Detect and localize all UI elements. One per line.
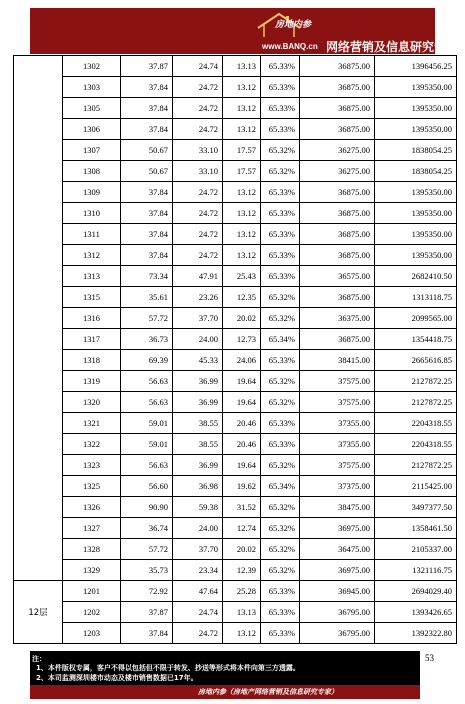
area-shared-cell: 13.12 (223, 77, 261, 98)
total-price-cell: 1395350.00 (375, 182, 457, 203)
unit-number-cell: 1202 (63, 602, 121, 623)
usage-rate-cell: 65.33% (261, 434, 300, 455)
area-inner-cell: 24.72 (173, 224, 223, 245)
area-inner-cell: 24.72 (173, 119, 223, 140)
area-total-cell: 37.84 (121, 98, 173, 119)
usage-rate-cell: 65.32% (261, 392, 300, 413)
unit-number-cell: 1312 (63, 245, 121, 266)
unit-price-cell: 36975.00 (300, 560, 375, 581)
area-shared-cell: 24.06 (223, 350, 261, 371)
area-shared-cell: 13.12 (223, 119, 261, 140)
unit-price-cell: 37355.00 (300, 434, 375, 455)
usage-rate-cell: 65.32% (261, 161, 300, 182)
total-price-cell: 2682410.50 (375, 266, 457, 287)
area-total-cell: 90.90 (121, 497, 173, 518)
total-price-cell: 2127872.25 (375, 371, 457, 392)
usage-rate-cell: 65.32% (261, 497, 300, 518)
total-price-cell: 1396456.25 (375, 56, 457, 77)
area-shared-cell: 17.57 (223, 140, 261, 161)
unit-number-cell: 1318 (63, 350, 121, 371)
unit-number-cell: 1313 (63, 266, 121, 287)
table-row (14, 245, 457, 266)
unit-price-cell: 36875.00 (300, 224, 375, 245)
unit-price-cell: 36875.00 (300, 119, 375, 140)
usage-rate-cell: 65.33% (261, 413, 300, 434)
unit-number-cell: 1201 (63, 581, 121, 602)
usage-rate-cell: 65.33% (261, 245, 300, 266)
unit-number-cell: 1316 (63, 308, 121, 329)
table-row (14, 350, 457, 371)
area-shared-cell: 13.12 (223, 182, 261, 203)
usage-rate-cell: 65.33% (261, 77, 300, 98)
total-price-cell: 1395350.00 (375, 98, 457, 119)
unit-number-cell: 1321 (63, 413, 121, 434)
area-shared-cell: 19.62 (223, 476, 261, 497)
area-total-cell: 56.63 (121, 371, 173, 392)
area-shared-cell: 13.12 (223, 224, 261, 245)
area-inner-cell: 24.72 (173, 623, 223, 644)
total-price-cell: 1358461.50 (375, 518, 457, 539)
unit-price-cell: 36875.00 (300, 329, 375, 350)
unit-number-cell: 1310 (63, 203, 121, 224)
units-price-table (13, 55, 457, 644)
floor-label-cell: 12层 (14, 581, 63, 644)
total-price-cell: 1838054.25 (375, 140, 457, 161)
unit-price-cell: 36275.00 (300, 140, 375, 161)
area-inner-cell: 24.72 (173, 182, 223, 203)
table-row (14, 581, 457, 602)
usage-rate-cell: 65.32% (261, 371, 300, 392)
total-price-cell: 1392322.80 (375, 623, 457, 644)
unit-price-cell: 37575.00 (300, 392, 375, 413)
area-shared-cell: 12.35 (223, 287, 261, 308)
area-total-cell: 37.84 (121, 77, 173, 98)
unit-price-cell: 36875.00 (300, 182, 375, 203)
table-row (14, 371, 457, 392)
usage-rate-cell: 65.34% (261, 329, 300, 350)
usage-rate-cell: 65.33% (261, 98, 300, 119)
total-price-cell: 1354418.75 (375, 329, 457, 350)
area-total-cell: 73.34 (121, 266, 173, 287)
total-price-cell: 1395350.00 (375, 203, 457, 224)
usage-rate-cell: 65.33% (261, 350, 300, 371)
unit-number-cell: 1322 (63, 434, 121, 455)
usage-rate-cell: 65.33% (261, 266, 300, 287)
unit-number-cell: 1308 (63, 161, 121, 182)
logo-text: 房地内参 (275, 20, 312, 30)
area-shared-cell: 25.28 (223, 581, 261, 602)
footer-notes (30, 651, 420, 699)
area-total-cell: 37.84 (121, 623, 173, 644)
area-inner-cell: 23.26 (173, 287, 223, 308)
area-shared-cell: 13.12 (223, 203, 261, 224)
area-inner-cell: 24.72 (173, 98, 223, 119)
table-row (14, 266, 457, 287)
area-inner-cell: 36.99 (173, 371, 223, 392)
unit-number-cell: 1326 (63, 497, 121, 518)
table-row (14, 287, 457, 308)
table-row (14, 476, 457, 497)
area-total-cell: 35.73 (121, 560, 173, 581)
area-total-cell: 37.84 (121, 224, 173, 245)
org-slogan: 网络营销及信息研究专家 (326, 40, 459, 54)
unit-number-cell: 1307 (63, 140, 121, 161)
usage-rate-cell: 65.33% (261, 182, 300, 203)
area-total-cell: 37.84 (121, 203, 173, 224)
usage-rate-cell: 65.32% (261, 140, 300, 161)
area-inner-cell: 23.34 (173, 560, 223, 581)
table-row (14, 623, 457, 644)
area-inner-cell: 38.55 (173, 413, 223, 434)
area-shared-cell: 13.12 (223, 98, 261, 119)
unit-price-cell: 36875.00 (300, 56, 375, 77)
unit-price-cell: 36875.00 (300, 98, 375, 119)
area-inner-cell: 33.10 (173, 161, 223, 182)
unit-price-cell: 36975.00 (300, 518, 375, 539)
area-shared-cell: 12.39 (223, 560, 261, 581)
area-total-cell: 37.84 (121, 245, 173, 266)
table-row (14, 455, 457, 476)
header-banner (30, 8, 459, 54)
area-shared-cell: 13.12 (223, 623, 261, 644)
area-inner-cell: 59.38 (173, 497, 223, 518)
total-price-cell: 2099565.00 (375, 308, 457, 329)
area-inner-cell: 36.98 (173, 476, 223, 497)
unit-number-cell: 1329 (63, 560, 121, 581)
area-inner-cell: 37.70 (173, 539, 223, 560)
area-inner-cell: 24.00 (173, 518, 223, 539)
usage-rate-cell: 65.33% (261, 602, 300, 623)
table-row (14, 182, 457, 203)
table-row (14, 434, 457, 455)
unit-price-cell: 36875.00 (300, 245, 375, 266)
area-shared-cell: 12.74 (223, 518, 261, 539)
area-total-cell: 35.61 (121, 287, 173, 308)
area-total-cell: 37.87 (121, 56, 173, 77)
area-shared-cell: 12.73 (223, 329, 261, 350)
table-row (14, 329, 457, 350)
table-body (14, 56, 457, 644)
area-total-cell: 37.84 (121, 119, 173, 140)
usage-rate-cell: 65.32% (261, 518, 300, 539)
unit-number-cell: 1305 (63, 98, 121, 119)
total-price-cell: 1395350.00 (375, 119, 457, 140)
unit-number-cell: 1320 (63, 392, 121, 413)
table-row (14, 413, 457, 434)
unit-price-cell: 36275.00 (300, 161, 375, 182)
total-price-cell: 2127872.25 (375, 455, 457, 476)
table-row (14, 392, 457, 413)
area-shared-cell: 25.43 (223, 266, 261, 287)
area-shared-cell: 20.46 (223, 413, 261, 434)
area-total-cell: 36.74 (121, 518, 173, 539)
unit-number-cell: 1319 (63, 371, 121, 392)
footer-bar (30, 685, 420, 699)
unit-price-cell: 37575.00 (300, 371, 375, 392)
area-inner-cell: 37.70 (173, 308, 223, 329)
unit-price-cell: 36875.00 (300, 287, 375, 308)
unit-number-cell: 1309 (63, 182, 121, 203)
area-shared-cell: 13.13 (223, 56, 261, 77)
usage-rate-cell: 65.32% (261, 539, 300, 560)
unit-price-cell: 38415.00 (300, 350, 375, 371)
note-monitoring: 2、本司监测深圳楼市动态及楼市销售数据已17年。 (36, 674, 198, 682)
table-row (14, 497, 457, 518)
area-total-cell: 69.39 (121, 350, 173, 371)
total-price-cell: 2694029.40 (375, 581, 457, 602)
table-row (14, 224, 457, 245)
area-total-cell: 72.92 (121, 581, 173, 602)
total-price-cell: 2127872.25 (375, 392, 457, 413)
area-shared-cell: 17.57 (223, 161, 261, 182)
unit-number-cell: 1203 (63, 623, 121, 644)
unit-price-cell: 37575.00 (300, 455, 375, 476)
usage-rate-cell: 65.33% (261, 56, 300, 77)
usage-rate-cell: 65.33% (261, 119, 300, 140)
total-price-cell: 2115425.00 (375, 476, 457, 497)
unit-price-cell: 36945.00 (300, 581, 375, 602)
area-shared-cell: 31.52 (223, 497, 261, 518)
area-total-cell: 56.63 (121, 392, 173, 413)
area-total-cell: 56.63 (121, 455, 173, 476)
unit-number-cell: 1323 (63, 455, 121, 476)
table-row (14, 308, 457, 329)
area-inner-cell: 24.72 (173, 203, 223, 224)
area-inner-cell: 24.00 (173, 329, 223, 350)
area-total-cell: 57.72 (121, 539, 173, 560)
area-inner-cell: 38.55 (173, 434, 223, 455)
unit-number-cell: 1325 (63, 476, 121, 497)
total-price-cell: 3497377.50 (375, 497, 457, 518)
total-price-cell: 1313118.75 (375, 287, 457, 308)
area-shared-cell: 20.02 (223, 308, 261, 329)
area-shared-cell: 20.02 (223, 539, 261, 560)
table-row (14, 56, 457, 77)
unit-number-cell: 1328 (63, 539, 121, 560)
unit-number-cell: 1302 (63, 56, 121, 77)
area-total-cell: 59.01 (121, 413, 173, 434)
unit-price-cell: 36875.00 (300, 203, 375, 224)
unit-price-cell: 37375.00 (300, 476, 375, 497)
area-inner-cell: 24.74 (173, 602, 223, 623)
area-total-cell: 37.87 (121, 602, 173, 623)
total-price-cell: 1838054.25 (375, 161, 457, 182)
unit-price-cell: 37355.00 (300, 413, 375, 434)
usage-rate-cell: 65.33% (261, 623, 300, 644)
table-row (14, 539, 457, 560)
floor-cell-upper (14, 56, 63, 581)
usage-rate-cell: 65.33% (261, 581, 300, 602)
usage-rate-cell: 65.33% (261, 203, 300, 224)
unit-number-cell: 1303 (63, 77, 121, 98)
table-row (14, 140, 457, 161)
unit-price-cell: 36475.00 (300, 539, 375, 560)
area-inner-cell: 36.99 (173, 392, 223, 413)
unit-price-cell: 36795.00 (300, 602, 375, 623)
total-price-cell: 1395350.00 (375, 245, 457, 266)
usage-rate-cell: 65.34% (261, 476, 300, 497)
table-row (14, 203, 457, 224)
total-price-cell: 2665616.85 (375, 350, 457, 371)
unit-number-cell: 1306 (63, 119, 121, 140)
area-total-cell: 59.01 (121, 434, 173, 455)
table-row (14, 602, 457, 623)
total-price-cell: 1393426.65 (375, 602, 457, 623)
area-inner-cell: 47.64 (173, 581, 223, 602)
usage-rate-cell: 65.32% (261, 455, 300, 476)
area-inner-cell: 24.74 (173, 56, 223, 77)
total-price-cell: 2204318.55 (375, 413, 457, 434)
area-inner-cell: 36.99 (173, 455, 223, 476)
unit-number-cell: 1311 (63, 224, 121, 245)
unit-price-cell: 36375.00 (300, 308, 375, 329)
table-row (14, 77, 457, 98)
unit-price-cell: 38475.00 (300, 497, 375, 518)
area-shared-cell: 13.12 (223, 245, 261, 266)
area-total-cell: 56.60 (121, 476, 173, 497)
table-row (14, 161, 457, 182)
unit-number-cell: 1315 (63, 287, 121, 308)
area-shared-cell: 13.13 (223, 602, 261, 623)
area-total-cell: 50.67 (121, 140, 173, 161)
area-shared-cell: 19.64 (223, 392, 261, 413)
unit-price-cell: 36575.00 (300, 266, 375, 287)
usage-rate-cell: 65.32% (261, 287, 300, 308)
footer-bar-text: 房地内参（房地产网络营销及信息研究专家） (198, 687, 338, 696)
area-shared-cell: 19.64 (223, 371, 261, 392)
usage-rate-cell: 65.32% (261, 560, 300, 581)
unit-number-cell: 1317 (63, 329, 121, 350)
note-label: 注： (32, 655, 46, 663)
page-number: 53 (425, 653, 434, 663)
area-inner-cell: 24.72 (173, 245, 223, 266)
area-inner-cell: 24.72 (173, 77, 223, 98)
area-total-cell: 50.67 (121, 161, 173, 182)
area-inner-cell: 47.91 (173, 266, 223, 287)
table-row (14, 560, 457, 581)
unit-number-cell: 1327 (63, 518, 121, 539)
table-row (14, 518, 457, 539)
total-price-cell: 2204318.55 (375, 434, 457, 455)
total-price-cell: 1395350.00 (375, 77, 457, 98)
total-price-cell: 1321116.75 (375, 560, 457, 581)
unit-price-cell: 36795.00 (300, 623, 375, 644)
area-shared-cell: 20.46 (223, 434, 261, 455)
area-total-cell: 36.73 (121, 329, 173, 350)
area-total-cell: 37.84 (121, 182, 173, 203)
area-shared-cell: 19.64 (223, 455, 261, 476)
usage-rate-cell: 65.33% (261, 224, 300, 245)
table-row (14, 119, 457, 140)
unit-price-cell: 36875.00 (300, 77, 375, 98)
table-row (14, 98, 457, 119)
site-url: www.BANQ.cn (262, 42, 318, 51)
note-copyright: 1、本件版权专属，客户不得以包括但不限于转发、抄送等形式将本件向第三方透露。 (36, 664, 300, 672)
area-total-cell: 57.72 (121, 308, 173, 329)
usage-rate-cell: 65.32% (261, 308, 300, 329)
area-inner-cell: 33.10 (173, 140, 223, 161)
area-inner-cell: 45.33 (173, 350, 223, 371)
total-price-cell: 2105337.00 (375, 539, 457, 560)
total-price-cell: 1395350.00 (375, 224, 457, 245)
